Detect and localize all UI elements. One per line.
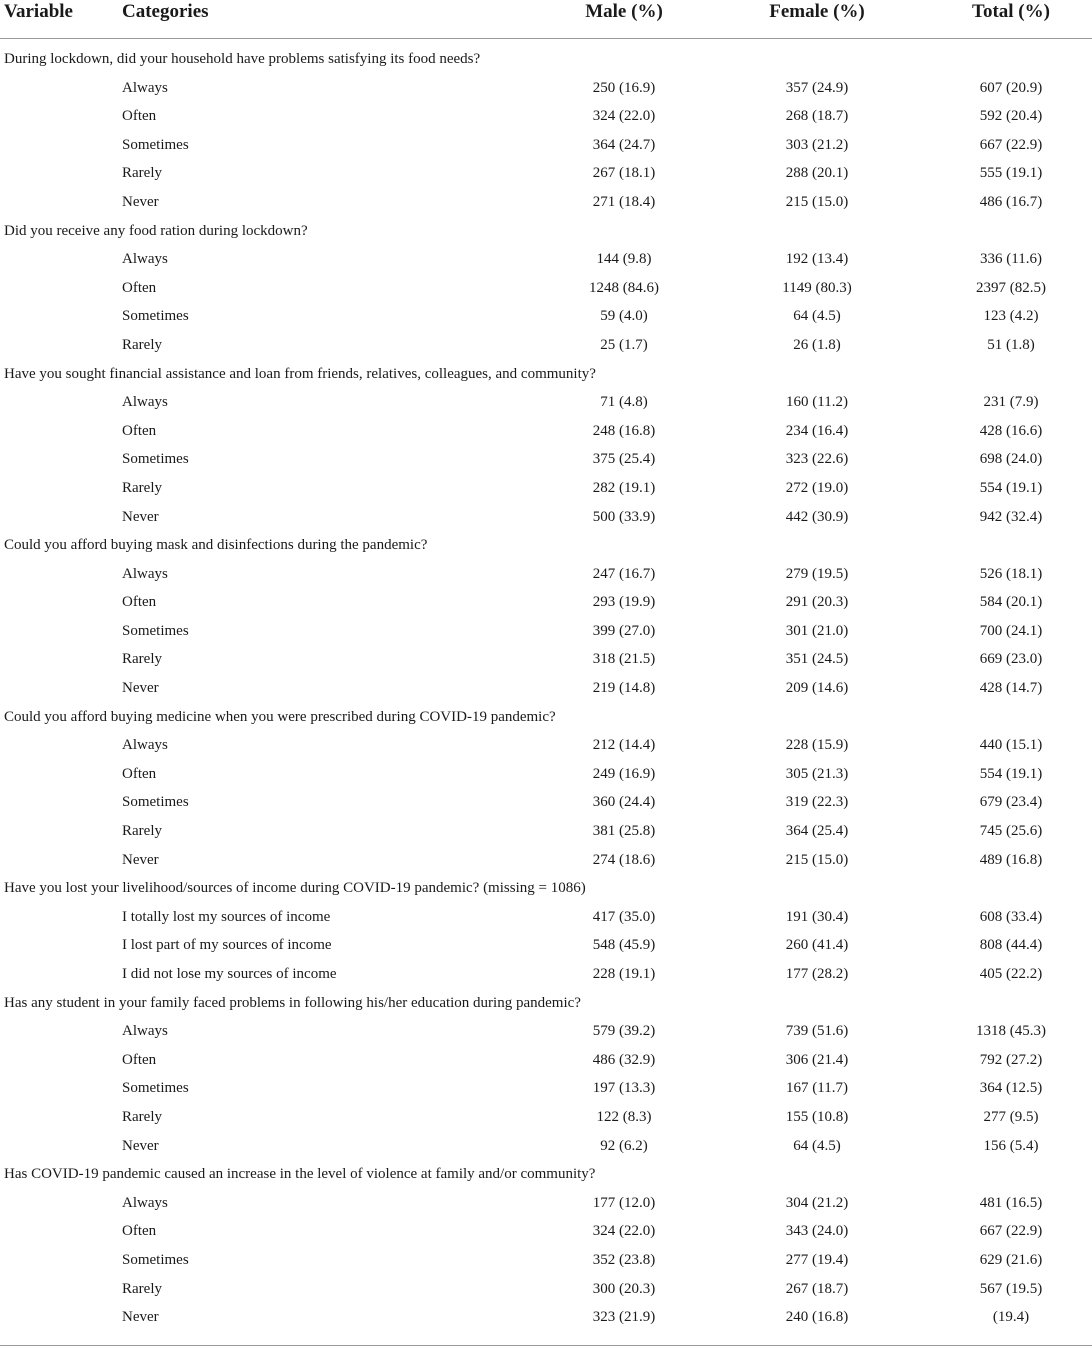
category-cell: I did not lose my sources of income (122, 966, 337, 982)
male-cell: 293 (19.9) (592, 594, 656, 611)
male-cell: 249 (16.9) (592, 765, 656, 782)
male-cell: 375 (25.4) (592, 451, 656, 468)
total-cell: 51 (1.8) (987, 336, 1035, 353)
female-cell: 306 (21.4) (785, 1051, 849, 1068)
header-variable: Variable (4, 1, 73, 22)
male-cell: 364 (24.7) (592, 136, 656, 153)
female-cell: 279 (19.5) (785, 565, 849, 582)
male-cell: 352 (23.8) (592, 1251, 656, 1268)
male-cell: 219 (14.8) (592, 680, 656, 697)
question-row (0, 874, 1092, 903)
male-cell: 92 (6.2) (600, 1137, 648, 1154)
male-cell: 360 (24.4) (592, 794, 656, 811)
total-cell: 405 (22.2) (979, 966, 1043, 982)
category-cell: Rarely (122, 165, 162, 182)
table-row (0, 817, 1092, 846)
male-cell: 274 (18.6) (592, 851, 656, 868)
table-row (0, 1217, 1092, 1246)
table-row (0, 560, 1092, 589)
total-cell: 231 (7.9) (983, 394, 1039, 411)
table-row (0, 188, 1092, 217)
question-row (0, 360, 1092, 389)
female-cell: 739 (51.6) (785, 1023, 849, 1040)
male-cell: 500 (33.9) (592, 508, 656, 525)
table-row (0, 1103, 1092, 1132)
category-cell: Never (122, 1309, 159, 1326)
total-cell: 489 (16.8) (979, 851, 1043, 868)
category-cell: Always (122, 79, 168, 96)
female-cell: 319 (22.3) (785, 794, 849, 811)
bottom-rule (0, 1345, 1092, 1346)
category-cell: I lost part of my sources of income (122, 937, 332, 954)
category-cell: Sometimes (122, 794, 189, 811)
question-text: Has COVID-19 pandemic caused an increase in the level of violence at family and/or community? (4, 1166, 596, 1183)
table-row (0, 931, 1092, 960)
male-cell: 71 (4.8) (600, 394, 648, 411)
category-cell: Rarely (122, 823, 162, 840)
female-cell: 343 (24.0) (785, 1223, 849, 1240)
total-cell: 745 (25.6) (979, 823, 1043, 840)
female-cell: 288 (20.1) (785, 165, 849, 182)
female-cell: 228 (15.9) (785, 737, 849, 754)
category-cell: Rarely (122, 1280, 162, 1297)
female-cell: 323 (22.6) (785, 451, 849, 468)
total-cell: 123 (4.2) (983, 308, 1039, 325)
male-cell: 212 (14.4) (592, 737, 656, 754)
female-cell: 357 (24.9) (785, 79, 849, 96)
total-cell: 608 (33.4) (979, 908, 1043, 925)
female-cell: 291 (20.3) (785, 594, 849, 611)
total-cell: 554 (19.1) (979, 479, 1043, 496)
female-cell: 215 (15.0) (785, 851, 849, 868)
table-row (0, 417, 1092, 446)
female-cell: 305 (21.3) (785, 765, 849, 782)
table-row (0, 131, 1092, 160)
table-row (0, 274, 1092, 303)
female-cell: 191 (30.4) (785, 908, 849, 925)
category-cell: Always (122, 1023, 168, 1040)
question-text: Could you afford buying mask and disinfections during the pandemic? (4, 537, 428, 554)
question-row (0, 1160, 1092, 1189)
category-cell: Always (122, 737, 168, 754)
table-row (0, 1132, 1092, 1161)
total-cell: 607 (20.9) (979, 79, 1043, 96)
table-row (0, 903, 1092, 932)
category-cell: Sometimes (122, 622, 189, 639)
header-female: Female (%) (769, 1, 865, 22)
female-cell: 303 (21.2) (785, 136, 849, 153)
female-cell: 267 (18.7) (785, 1280, 849, 1297)
category-cell: I totally lost my sources of income (122, 908, 331, 925)
question-row (0, 217, 1092, 246)
category-cell: Always (122, 251, 168, 268)
question-text: During lockdown, did your household have problems satisfying its food needs? (4, 51, 481, 67)
total-cell: 698 (24.0) (979, 451, 1043, 468)
category-cell: Often (122, 765, 157, 782)
female-cell: 442 (30.9) (785, 508, 849, 525)
table-row (0, 1017, 1092, 1046)
female-cell: 234 (16.4) (785, 422, 849, 439)
female-cell: 304 (21.2) (785, 1194, 849, 1211)
total-cell: 481 (16.5) (979, 1194, 1043, 1211)
header-male: Male (%) (585, 1, 663, 22)
table-row (0, 960, 1092, 989)
question-text: Have you sought financial assistance and loan from friends, relatives, colleagues, and community? (4, 365, 596, 382)
total-cell: 486 (16.7) (979, 193, 1043, 210)
question-text: Did you receive any food ration during lockdown? (4, 222, 308, 239)
category-cell: Rarely (122, 1108, 162, 1125)
male-cell: 247 (16.7) (592, 565, 656, 582)
question-text: Could you afford buying medicine when you were prescribed during COVID-19 pandemic? (4, 708, 556, 725)
total-cell: (19.4) (992, 1309, 1030, 1326)
total-cell: 942 (32.4) (979, 508, 1043, 525)
table-row (0, 474, 1092, 503)
female-cell: 364 (25.4) (785, 823, 849, 840)
female-cell: 351 (24.5) (785, 651, 849, 668)
male-cell: 417 (35.0) (592, 908, 656, 925)
total-cell: 440 (15.1) (979, 737, 1043, 754)
table-row (0, 102, 1092, 131)
header-total: Total (%) (972, 1, 1050, 22)
total-cell: 428 (14.7) (979, 680, 1043, 697)
female-cell: 155 (10.8) (785, 1108, 849, 1125)
female-cell: 301 (21.0) (785, 622, 849, 639)
category-cell: Often (122, 422, 157, 439)
total-cell: 526 (18.1) (979, 565, 1043, 582)
question-text: Has any student in your family faced problems in following his/her education during pandemic? (4, 994, 581, 1011)
male-cell: 250 (16.9) (592, 79, 656, 96)
question-row (0, 703, 1092, 732)
table-row (0, 1275, 1092, 1304)
female-cell: 209 (14.6) (785, 680, 849, 697)
male-cell: 282 (19.1) (592, 479, 656, 496)
table-header-row (0, 0, 1092, 38)
total-cell: 1318 (45.3) (976, 1023, 1046, 1040)
female-cell: 1149 (80.3) (782, 279, 852, 296)
category-cell: Rarely (122, 336, 162, 353)
category-cell: Always (122, 1194, 168, 1211)
table-row (0, 588, 1092, 617)
male-cell: 399 (27.0) (592, 622, 656, 639)
total-cell: 629 (21.6) (979, 1251, 1043, 1268)
male-cell: 548 (45.9) (592, 937, 656, 954)
category-cell: Never (122, 851, 159, 868)
male-cell: 300 (20.3) (592, 1280, 656, 1297)
male-cell: 271 (18.4) (592, 193, 656, 210)
total-cell: 277 (9.5) (983, 1108, 1039, 1125)
female-cell: 215 (15.0) (785, 193, 849, 210)
total-cell: 792 (27.2) (979, 1051, 1043, 1068)
category-cell: Often (122, 594, 157, 611)
category-cell: Sometimes (122, 136, 189, 153)
female-cell: 277 (19.4) (785, 1251, 849, 1268)
total-cell: 592 (20.4) (979, 108, 1043, 125)
total-cell: 667 (22.9) (979, 1223, 1043, 1240)
male-cell: 323 (21.9) (592, 1309, 656, 1326)
table-row (0, 159, 1092, 188)
male-cell: 177 (12.0) (592, 1194, 656, 1211)
question-row (0, 531, 1092, 560)
category-cell: Always (122, 394, 168, 411)
female-cell: 272 (19.0) (785, 479, 849, 496)
table-row (0, 445, 1092, 474)
table-row (0, 1074, 1092, 1103)
total-cell: 584 (20.1) (979, 594, 1043, 611)
total-cell: 555 (19.1) (979, 165, 1043, 182)
table-row (0, 1303, 1092, 1332)
total-cell: 428 (16.6) (979, 422, 1043, 439)
category-cell: Rarely (122, 479, 162, 496)
category-cell: Never (122, 508, 159, 525)
female-cell: 160 (11.2) (786, 394, 848, 411)
question-text: Have you lost your livelihood/sources of income during COVID-19 pandemic? (missing = 1086) (4, 880, 586, 897)
category-cell: Often (122, 279, 157, 296)
male-cell: 59 (4.0) (600, 308, 648, 325)
table-row (0, 503, 1092, 532)
total-cell: 667 (22.9) (979, 136, 1043, 153)
male-cell: 318 (21.5) (592, 651, 656, 668)
total-cell: 808 (44.4) (979, 937, 1043, 954)
male-cell: 324 (22.0) (592, 108, 656, 125)
male-cell: 486 (32.9) (592, 1051, 656, 1068)
male-cell: 197 (13.3) (592, 1080, 656, 1097)
total-cell: 364 (12.5) (979, 1080, 1043, 1097)
table-row (0, 760, 1092, 789)
total-cell: 2397 (82.5) (976, 279, 1046, 296)
female-cell: 64 (4.5) (793, 308, 841, 325)
category-cell: Often (122, 1051, 157, 1068)
category-cell: Sometimes (122, 1251, 189, 1268)
female-cell: 268 (18.7) (785, 108, 849, 125)
table-row (0, 846, 1092, 875)
total-cell: 554 (19.1) (979, 765, 1043, 782)
male-cell: 228 (19.1) (592, 966, 656, 982)
female-cell: 240 (16.8) (785, 1309, 849, 1326)
male-cell: 144 (9.8) (596, 251, 652, 268)
female-cell: 26 (1.8) (793, 336, 841, 353)
female-cell: 167 (11.7) (786, 1080, 848, 1097)
male-cell: 324 (22.0) (592, 1223, 656, 1240)
female-cell: 192 (13.4) (785, 251, 849, 268)
category-cell: Often (122, 1223, 157, 1240)
male-cell: 381 (25.8) (592, 823, 656, 840)
table-row (0, 1189, 1092, 1218)
total-cell: 700 (24.1) (979, 622, 1043, 639)
male-cell: 248 (16.8) (592, 422, 656, 439)
table-row (0, 731, 1092, 760)
category-cell: Never (122, 193, 159, 210)
category-cell: Sometimes (122, 451, 189, 468)
category-cell: Sometimes (122, 1080, 189, 1097)
category-cell: Often (122, 108, 157, 125)
category-cell: Always (122, 565, 168, 582)
question-row (0, 989, 1092, 1018)
category-cell: Never (122, 1137, 159, 1154)
table-row (0, 388, 1092, 417)
total-cell: 679 (23.4) (979, 794, 1043, 811)
male-cell: 579 (39.2) (592, 1023, 656, 1040)
table-row (0, 674, 1092, 703)
table-row (0, 1046, 1092, 1075)
table-body (0, 39, 1092, 1332)
female-cell: 177 (28.2) (785, 966, 849, 982)
question-row (0, 45, 1092, 74)
category-cell: Sometimes (122, 308, 189, 325)
female-cell: 260 (41.4) (785, 937, 849, 954)
female-cell: 64 (4.5) (793, 1137, 841, 1154)
table-row (0, 331, 1092, 360)
table-row (0, 74, 1092, 103)
male-cell: 122 (8.3) (596, 1108, 652, 1125)
table-row (0, 302, 1092, 331)
total-cell: 567 (19.5) (979, 1280, 1043, 1297)
male-cell: 1248 (84.6) (589, 279, 659, 296)
table-row (0, 1246, 1092, 1275)
category-cell: Rarely (122, 651, 162, 668)
total-cell: 336 (11.6) (980, 251, 1042, 268)
total-cell: 669 (23.0) (979, 651, 1043, 668)
table-row (0, 645, 1092, 674)
table-row (0, 617, 1092, 646)
header-categories: Categories (122, 1, 209, 22)
category-cell: Never (122, 680, 159, 697)
male-cell: 267 (18.1) (592, 165, 656, 182)
table-row (0, 245, 1092, 274)
total-cell: 156 (5.4) (983, 1137, 1039, 1154)
table-row (0, 788, 1092, 817)
male-cell: 25 (1.7) (600, 336, 648, 353)
